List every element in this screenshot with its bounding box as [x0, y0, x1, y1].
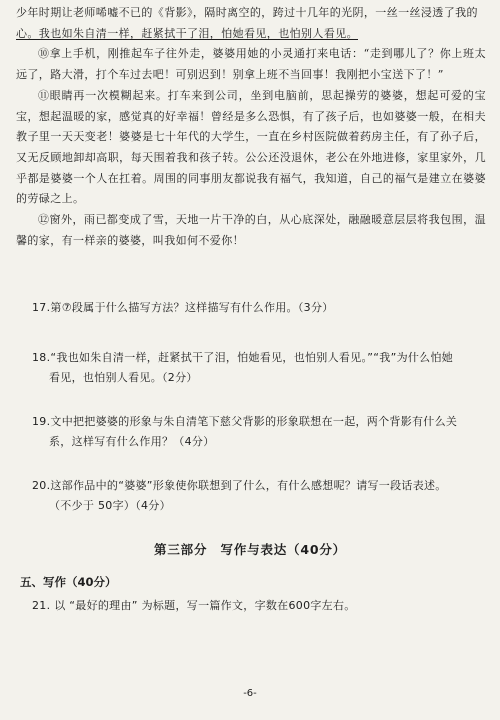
question-17-text: 17.第⑦段属于什么描写方法？这样描写有什么作用。（3分） — [32, 301, 334, 314]
reading-passage — [16, 3, 486, 251]
paragraph-12: ⑫窗外，雨已都变成了雪，天地一片干净的白，从心底深处，融融暖意层层将我包围，温馨的家，有一样亲的婆婆，叫我如何不爱你！ — [16, 213, 486, 247]
question-19 — [32, 412, 472, 452]
question-20-text: 20.这部作品中的“婆婆”形象使你联想到了什么，有什么感想呢？请写一段话表述。 — [32, 479, 447, 492]
writing-subtitle: 五、写作（40分） — [20, 575, 117, 589]
essay-prompt: 21. 以 “最好的理由” 为标题，写一篇作文，字数在600字左右。 — [32, 599, 356, 612]
question-20 — [32, 476, 472, 516]
section-title: 第三部分 写作与表达（40分） — [154, 542, 346, 557]
question-18 — [32, 348, 472, 388]
page-number: -6- — [243, 688, 257, 699]
question-18-text: 18.“我也如朱自清一样，赶紧拭干了泪，怕她看见，也怕别人看见。”“我”为什么怕她 — [32, 351, 454, 364]
question-19-text-cont: 系，这样写有什么作用？（4分） — [49, 435, 215, 448]
question-19-text: 19.文中把把婆婆的形象与朱自清笔下慈父背影的形象联想在一起，两个背影有什么关 — [32, 415, 458, 428]
question-17 — [32, 298, 472, 318]
question-20-text-cont: （不少于 50字）（4分） — [49, 499, 171, 512]
passage-underlined-sentence: 心。我也如朱自清一样，赶紧拭干了泪，怕她看见，也怕别人看见。 — [16, 26, 358, 40]
paragraph-11: ⑪眼睛再一次模糊起来。打车来到公司，坐到电脑前，思起操劳的婆婆，想起可爱的宝宝，想起温暖的家，感觉真的好幸福！曾经是多么恐惧，有了孩子后，也如婆婆一般，在相夫教子里一天天变老！婆婆是七十年代的大学生，一直在乡村医院做着药房主任，有了孙子后，又无反顾地卸却高职，每天围着我和孩子转。公公还没退休，老公在外地进修，家里家外，几乎都是婆婆一个人在扛着。周围的同事朋友都说我有福气，我知道，自己的福气是建立在婆婆的劳碌之上。 — [16, 88, 486, 206]
paragraph-10: ⑩拿上手机，刚推起车子往外走，婆婆用她的小灵通打来电话：“走到哪儿了？你上班太远了，路大滑，打个车过去吧！可别迟到！别拿上班不当回事！我刚把小宝送下了！” — [16, 47, 486, 82]
question-18-text-cont: 看见，也怕别人看见。（2分） — [49, 371, 198, 384]
passage-line: 少年时期让老师唏嘘不已的《背影》，隔时离空的，跨过十几年的光阴，一丝一丝浸透了我的 — [16, 6, 478, 19]
